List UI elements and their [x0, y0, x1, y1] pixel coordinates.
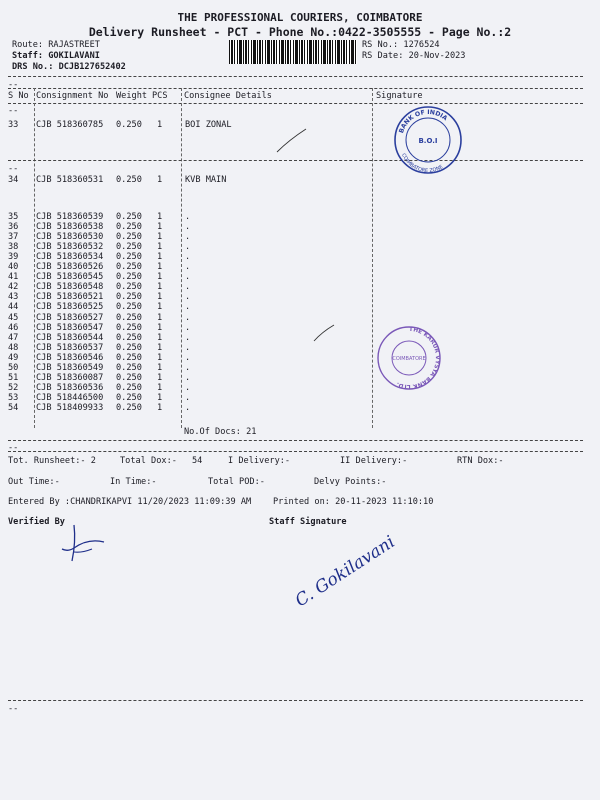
divider: [8, 103, 583, 104]
divider: [8, 451, 583, 452]
row-consignee: .: [185, 222, 191, 233]
boi-stamp-mid-text: B.O.I: [418, 137, 438, 145]
row-consignment: CJB 518360530: [36, 232, 104, 243]
row-consignment: CJB 518360527: [36, 312, 104, 323]
barcode: [229, 40, 357, 64]
no-of-docs: No.Of Docs: 21: [184, 427, 257, 437]
row-pcs: 1: [157, 242, 163, 253]
row-pcs: 1: [157, 362, 163, 373]
row-sno: 43: [8, 292, 19, 303]
dots: --: [8, 106, 19, 116]
row-pcs: 1: [157, 382, 163, 393]
row-consignee: .: [185, 302, 191, 313]
row-consignment: CJB 518360785: [36, 120, 104, 130]
row-weight: 0.250: [116, 120, 142, 130]
row-consignment: CJB 518360526: [36, 262, 104, 273]
row-consignment: CJB 518360536: [36, 382, 104, 393]
row-sno: 51: [8, 372, 19, 383]
row-pcs: 1: [157, 272, 163, 283]
row-pcs: 1: [157, 252, 163, 263]
row-consignment: CJB 518409933: [36, 402, 104, 413]
row-pcs: 1: [157, 175, 163, 185]
rs-date: RS Date: 20-Nov-2023: [362, 51, 466, 61]
row-sno: 47: [8, 332, 19, 343]
kvb-stamp-ring-text: THE KARUR VYSYA BANK LTD.: [395, 326, 440, 390]
row-weight: 0.250: [116, 382, 142, 393]
total-dox-label: Total Dox:-: [120, 456, 177, 466]
divider: [8, 76, 583, 77]
staff-label: Staff: GOKILAVANI: [12, 51, 100, 61]
column-separator: [181, 88, 182, 428]
row-pcs: 1: [157, 292, 163, 303]
row-weight: 0.250: [116, 342, 142, 353]
row-weight: 0.250: [116, 282, 142, 293]
row-weight: 0.250: [116, 302, 142, 313]
row-consignee: .: [185, 252, 191, 263]
dots: --: [8, 704, 19, 714]
i-delivery: I Delivery:-: [228, 456, 291, 466]
row-weight: 0.250: [116, 175, 142, 185]
row-sno: 36: [8, 222, 19, 233]
row-consignment: CJB 518360087: [36, 372, 104, 383]
row-pcs: 1: [157, 312, 163, 323]
row-weight: 0.250: [116, 242, 142, 253]
svg-text:COIMBATORE ZONE: [400, 153, 444, 174]
row-weight: 0.250: [116, 222, 142, 233]
row-sno: 33: [8, 120, 19, 130]
row-sno: 34: [8, 175, 19, 185]
column-separator: [34, 88, 35, 428]
row-consignee: .: [185, 282, 191, 293]
row-pcs: 1: [157, 402, 163, 413]
dots: --: [8, 443, 19, 453]
row-weight: 0.250: [116, 232, 142, 243]
row-pcs: 1: [157, 212, 163, 222]
route-label: Route: RAJASTREET: [12, 40, 100, 50]
row-consignment: CJB 518360546: [36, 352, 104, 363]
printed-on: Printed on: 20-11-2023 11:10:10: [273, 497, 434, 507]
kvb-stamp-center-text: COIMBATORE: [392, 356, 426, 362]
row-consignee: .: [185, 322, 191, 333]
row-pcs: 1: [157, 392, 163, 403]
svg-text:BANK OF INDIA: [398, 109, 449, 134]
row-consignee: .: [185, 232, 191, 243]
tot-runsheet: Tot. Runsheet:- 2: [8, 456, 96, 466]
col-header-sno: S No: [8, 91, 29, 101]
row-consignment: CJB 518446500: [36, 392, 104, 403]
row-sno: 53: [8, 392, 19, 403]
dots: --: [8, 80, 19, 90]
row-sno: 41: [8, 272, 19, 283]
row-consignee: .: [185, 332, 191, 343]
row-sno: 48: [8, 342, 19, 353]
company-title: THE PROFESSIONAL COURIERS, COIMBATORE: [177, 11, 423, 24]
out-time: Out Time:-: [8, 477, 60, 487]
row-pcs: 1: [157, 262, 163, 273]
row-sno: 50: [8, 362, 19, 373]
row-pcs: 1: [157, 342, 163, 353]
row-sno: 35: [8, 212, 19, 222]
bank-of-india-stamp: [388, 104, 468, 176]
runsheet-subtitle: Delivery Runsheet - PCT - Phone No.:0422-3505555 - Page No.:2: [88, 25, 512, 39]
rtn-dox: RTN Dox:-: [457, 456, 504, 466]
divider: [8, 160, 583, 161]
staff-signature: [290, 530, 420, 612]
row-weight: 0.250: [116, 352, 142, 363]
row-sno: 42: [8, 282, 19, 293]
row-consignee: .: [185, 362, 191, 373]
row-weight: 0.250: [116, 372, 142, 383]
col-header-weight: Weight: [116, 91, 148, 101]
row-consignment: CJB 518360547: [36, 322, 104, 333]
divider: [8, 700, 583, 701]
row-consignee: .: [185, 392, 191, 403]
boi-stamp-top-text: BANK OF INDIA: [397, 108, 449, 135]
row-consignee: .: [185, 372, 191, 383]
row-consignee: .: [185, 262, 191, 273]
row-weight: 0.250: [116, 362, 142, 373]
entered-by: Entered By :CHANDRIKAPVI 11/20/2023 11:09:39 AM: [8, 497, 252, 507]
row-consignee: .: [185, 382, 191, 393]
row-weight: 0.250: [116, 252, 142, 263]
row-consignee: .: [185, 272, 191, 283]
total-dox-value: 54: [192, 456, 203, 466]
row-consignment: CJB 518360525: [36, 302, 104, 313]
row-consignee: .: [185, 352, 191, 363]
verified-by-label: Verified By: [8, 517, 65, 527]
boi-stamp-bottom-text: COIMBATORE ZONE: [400, 152, 445, 175]
row-consignment: CJB 518360531: [36, 175, 104, 185]
row-sno: 54: [8, 402, 19, 413]
row-consignee: .: [185, 242, 191, 253]
karur-vysya-bank-stamp: [376, 325, 442, 391]
row-consignment: CJB 518360537: [36, 342, 104, 353]
row-consignment: CJB 518360534: [36, 252, 104, 263]
in-time: In Time:-: [110, 477, 157, 487]
row-weight: 0.250: [116, 402, 142, 413]
row-consignee: .: [185, 292, 191, 303]
verified-by-signature: [58, 522, 110, 564]
row-consignee: BOI ZONAL: [185, 120, 232, 130]
drs-number: DRS No.: DCJB127652402: [12, 62, 126, 72]
row-pcs: 1: [157, 332, 163, 343]
row-sno: 45: [8, 312, 19, 323]
row-consignee: .: [185, 402, 191, 413]
row-consignment: CJB 518360532: [36, 242, 104, 253]
row-sno: 38: [8, 242, 19, 253]
col-header-signature: Signature: [376, 91, 423, 101]
col-header-consignment: Consignment No: [36, 91, 109, 101]
row-consignment: CJB 518360545: [36, 272, 104, 283]
row-consignment: CJB 518360521: [36, 292, 104, 303]
row-consignment: CJB 518360539: [36, 212, 104, 222]
divider: [8, 88, 583, 89]
row-sno: 49: [8, 352, 19, 363]
signature-stroke: [275, 126, 309, 156]
staff-signature-text: C. Gokilavani: [291, 532, 399, 612]
row-sno: 40: [8, 262, 19, 273]
row-sno: 46: [8, 322, 19, 333]
row-weight: 0.250: [116, 212, 142, 222]
row-pcs: 1: [157, 352, 163, 363]
signature-stroke: [312, 323, 336, 343]
row-consignee: .: [185, 342, 191, 353]
staff-signature-label: Staff Signature: [269, 517, 347, 527]
row-weight: 0.250: [116, 262, 142, 273]
row-weight: 0.250: [116, 332, 142, 343]
row-consignee: .: [185, 312, 191, 323]
row-sno: 37: [8, 232, 19, 243]
row-weight: 0.250: [116, 392, 142, 403]
row-consignment: CJB 518360548: [36, 282, 104, 293]
row-consignment: CJB 518360544: [36, 332, 104, 343]
row-sno: 44: [8, 302, 19, 313]
dots: --: [8, 164, 19, 174]
row-pcs: 1: [157, 120, 163, 130]
row-pcs: 1: [157, 232, 163, 243]
row-pcs: 1: [157, 302, 163, 313]
divider: [8, 440, 583, 441]
row-consignment: CJB 518360538: [36, 222, 104, 233]
row-weight: 0.250: [116, 312, 142, 323]
column-separator: [372, 88, 373, 428]
row-sno: 39: [8, 252, 19, 263]
row-weight: 0.250: [116, 292, 142, 303]
row-weight: 0.250: [116, 272, 142, 283]
row-consignee: KVB MAIN: [185, 175, 227, 185]
row-consignee: .: [185, 212, 191, 222]
row-pcs: 1: [157, 372, 163, 383]
col-header-consignee: Consignee Details: [184, 91, 272, 101]
row-pcs: 1: [157, 282, 163, 293]
total-pod: Total POD:-: [208, 477, 265, 487]
ii-delivery: II Delivery:-: [340, 456, 408, 466]
delvy-points: Delvy Points:-: [314, 477, 387, 487]
col-header-pcs: PCS: [152, 91, 168, 101]
row-sno: 52: [8, 382, 19, 393]
rs-number: RS No.: 1276524: [362, 40, 440, 50]
row-pcs: 1: [157, 222, 163, 233]
row-pcs: 1: [157, 322, 163, 333]
row-consignment: CJB 518360549: [36, 362, 104, 373]
row-weight: 0.250: [116, 322, 142, 333]
